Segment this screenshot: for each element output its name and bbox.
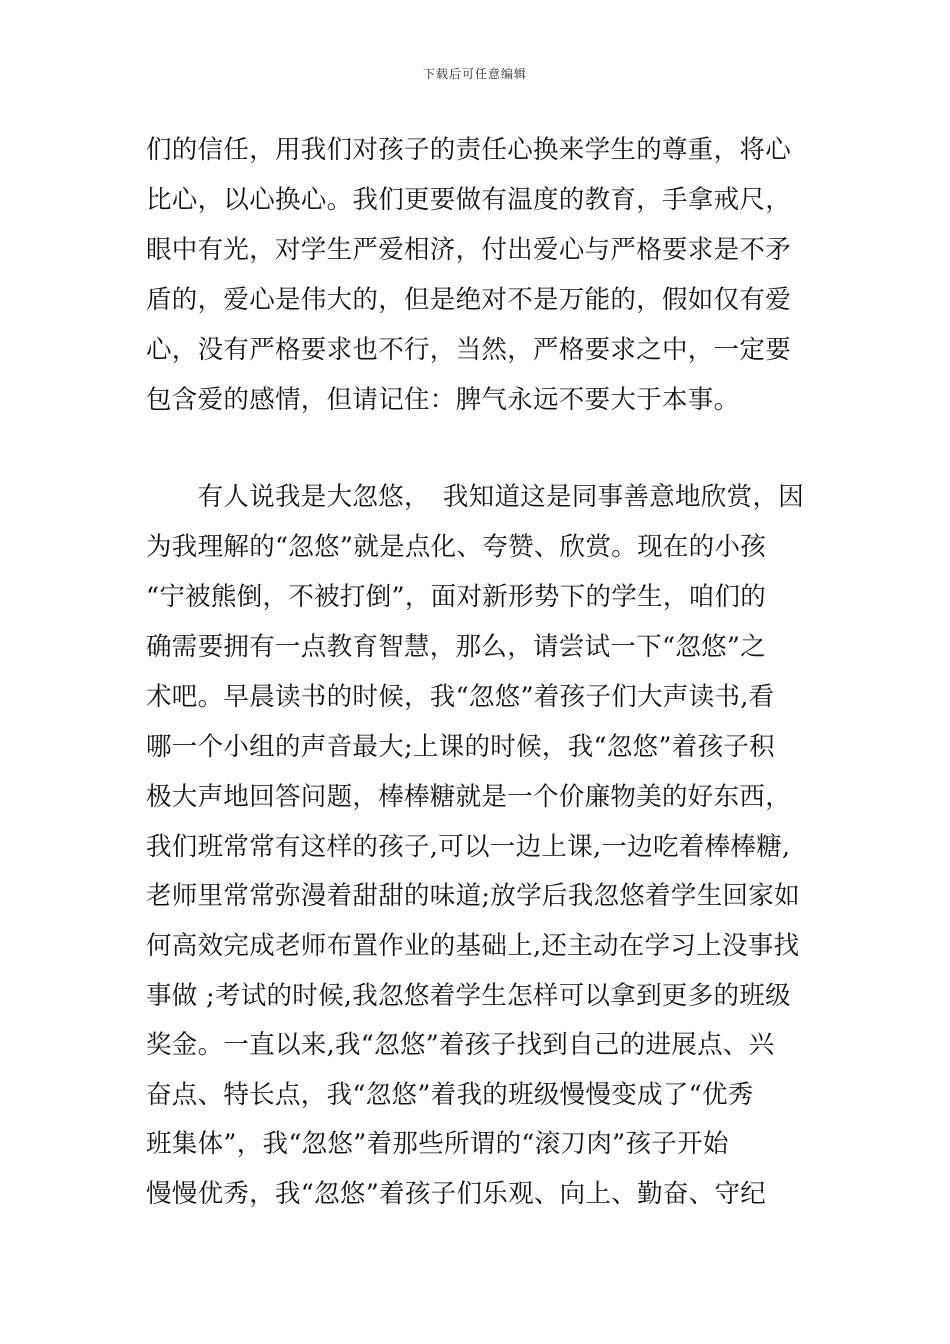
text-line: 事做 ;考试的时候,我忽悠着学生怎样可以拿到更多的班级 bbox=[146, 981, 791, 1011]
text-line: 包含爱的感情，但请记住：脾气永远不要大于本事。 bbox=[146, 385, 740, 415]
text-line: 极大声地回答问题，棒棒糖就是一个价廉物美的好东西， bbox=[146, 782, 792, 812]
text-line: “宁被熊倒，不被打倒”，面对新形势下的学生，咱们的 bbox=[146, 582, 767, 612]
text-line: 们的信任，用我们对孩子的责任心换来学生的尊重，将心 bbox=[146, 135, 792, 165]
text-line: 确需要拥有一点教育智慧，那么，请尝试一下“忽悠”之 bbox=[146, 632, 767, 662]
text-line: 我们班常常有这样的孩子,可以一边上课,一边吃着棒棒糖, bbox=[146, 832, 791, 862]
text-line: 老师里常常弥漫着甜甜的味道;放学后我忽悠着学生回家如 bbox=[146, 881, 800, 911]
text-line: 有人说我是大忽悠， 我知道这是同事善意地欣赏，因 bbox=[146, 482, 805, 512]
text-line: 盾的，爱心是伟大的，但是绝对不是万能的，假如仅有爱 bbox=[146, 285, 792, 315]
text-line: 奖金。一直以来,我“忽悠”着孩子找到自己的进展点、兴 bbox=[146, 1030, 775, 1060]
text-line: 班集体”，我“忽悠”着那些所谓的“滚刀肉”孩子开始 bbox=[146, 1129, 729, 1159]
text-line: 术吧。早晨读书的时候，我“忽悠”着孩子们大声读书,看 bbox=[146, 682, 775, 712]
text-line: 比心，以心换心。我们更要做有温度的教育，手拿戒尺， bbox=[146, 185, 792, 215]
text-line: 心，没有严格要求也不行，当然，严格要求之中，一定要 bbox=[146, 335, 792, 365]
page-header-note: 下载后可任意编辑 bbox=[422, 67, 527, 81]
text-line: 奋点、特长点，我“忽悠”着我的班级慢慢变成了“优秀 bbox=[146, 1080, 754, 1110]
text-line: 为我理解的“忽悠”就是点化、夸赞、欣赏。现在的小孩 bbox=[146, 532, 767, 562]
text-line: 眼中有光，对学生严爱相济，付出爱心与严格要求是不矛 bbox=[146, 235, 792, 265]
text-line: 何高效完成老师布置作业的基础上,还主动在学习上没事找 bbox=[146, 931, 800, 961]
text-line: 慢慢优秀，我“忽悠”着孩子们乐观、向上、勤奋、守纪 bbox=[146, 1179, 767, 1209]
text-line: 哪一个小组的声音最大;上课的时候，我“忽悠”着孩子积 bbox=[146, 732, 775, 762]
